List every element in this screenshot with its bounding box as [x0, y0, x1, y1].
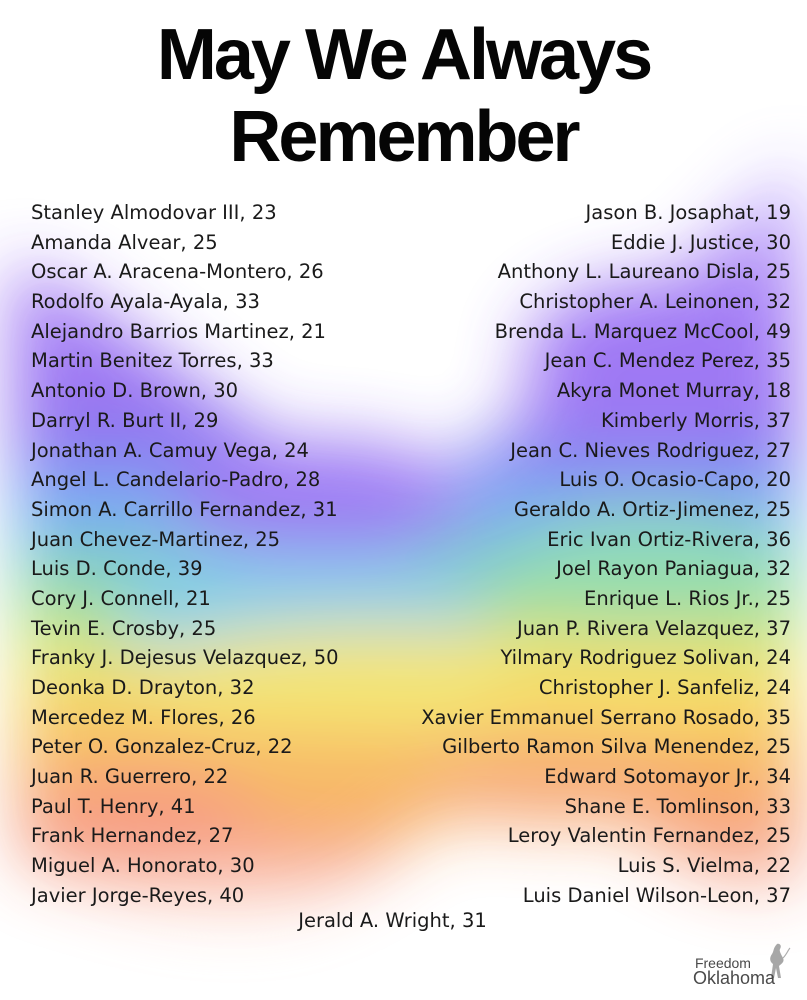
list-item: Mercedez M. Flores, 26 [31, 705, 256, 729]
list-item: Akyra Monet Murray, 18 [556, 379, 791, 403]
list-item: Christopher A. Leinonen, 32 [519, 290, 791, 314]
logo-text [693, 956, 775, 986]
list-item: Franky J. Dejesus Velazquez, 50 [31, 646, 339, 670]
title-line-2: Remember [229, 97, 578, 177]
list-item: Kimberly Morris, 37 [601, 408, 791, 432]
list-item: Edward Sotomayor Jr., 34 [544, 765, 791, 789]
list-item: Juan R. Guerrero, 22 [31, 765, 229, 789]
list-item: Darryl R. Burt II, 29 [31, 408, 219, 432]
names-list-right [421, 198, 791, 911]
list-item: Luis O. Ocasio-Capo, 20 [559, 468, 791, 492]
list-item: Cory J. Connell, 21 [31, 586, 211, 610]
list-item: Eric Ivan Ortiz-Rivera, 36 [547, 527, 791, 551]
list-item: Gilberto Ramon Silva Menendez, 25 [442, 735, 791, 759]
list-item: Luis D. Conde, 39 [31, 557, 203, 581]
title-line-1: May We Always [156, 15, 651, 95]
list-item: Jonathan A. Camuy Vega, 24 [31, 438, 309, 462]
list-item: Xavier Emmanuel Serrano Rosado, 35 [421, 705, 791, 729]
freedom-oklahoma-logo [691, 940, 791, 986]
page-title [0, 14, 807, 178]
list-item: Peter O. Gonzalez-Cruz, 22 [31, 735, 293, 759]
list-item: Stanley Almodovar III, 23 [31, 201, 277, 224]
list-item: Amanda Alvear, 25 [31, 230, 218, 254]
list-item: Oscar A. Aracena-Montero, 26 [31, 260, 324, 284]
list-item: Joel Rayon Paniagua, 32 [556, 557, 791, 581]
center-name: Jerald A. Wright, 31 [298, 909, 487, 932]
names-list-left [31, 198, 339, 911]
list-item: Martin Benitez Torres, 33 [31, 349, 274, 373]
list-item: Enrique L. Rios Jr., 25 [584, 586, 791, 610]
list-item: Luis Daniel Wilson-Leon, 37 [522, 883, 791, 907]
list-item: Juan P. Rivera Velazquez, 37 [516, 616, 791, 640]
list-item: Javier Jorge-Reyes, 40 [31, 883, 245, 907]
list-item: Jean C. Nieves Rodriguez, 27 [510, 438, 791, 462]
list-item: Luis S. Vielma, 22 [617, 854, 791, 878]
logo-line-1: Freedom [694, 955, 751, 971]
list-item: Angel L. Candelario-Padro, 28 [31, 468, 321, 492]
list-item: Frank Hernandez, 27 [31, 824, 234, 848]
list-item: Jean C. Mendez Perez, 35 [544, 349, 791, 373]
logo-line-2: Oklahoma [692, 968, 775, 988]
list-item: Leroy Valentin Fernandez, 25 [507, 824, 791, 848]
list-item: Brenda L. Marquez McCool, 49 [494, 319, 791, 343]
list-item: Eddie J. Justice, 30 [610, 230, 791, 254]
list-item: Deonka D. Drayton, 32 [31, 676, 255, 699]
list-item: Geraldo A. Ortiz-Jimenez, 25 [513, 497, 791, 521]
list-item: Juan Chevez-Martinez, 25 [31, 527, 281, 551]
list-item: Shane E. Tomlinson, 33 [564, 794, 791, 818]
list-item: Rodolfo Ayala-Ayala, 33 [31, 290, 260, 314]
list-item: Miguel A. Honorato, 30 [31, 854, 255, 878]
list-item: Yilmary Rodriguez Solivan, 24 [500, 646, 791, 670]
list-item: Anthony L. Laureano Disla, 25 [497, 260, 791, 284]
list-item: Simon A. Carrillo Fernandez, 31 [31, 497, 338, 521]
list-item: Jason B. Josaphat, 19 [585, 201, 791, 224]
list-item: Alejandro Barrios Martinez, 21 [31, 319, 326, 343]
list-item: Tevin E. Crosby, 25 [31, 616, 217, 640]
list-item: Christopher J. Sanfeliz, 24 [538, 676, 791, 699]
list-item: Antonio D. Brown, 30 [31, 379, 239, 403]
list-item: Paul T. Henry, 41 [31, 794, 196, 818]
